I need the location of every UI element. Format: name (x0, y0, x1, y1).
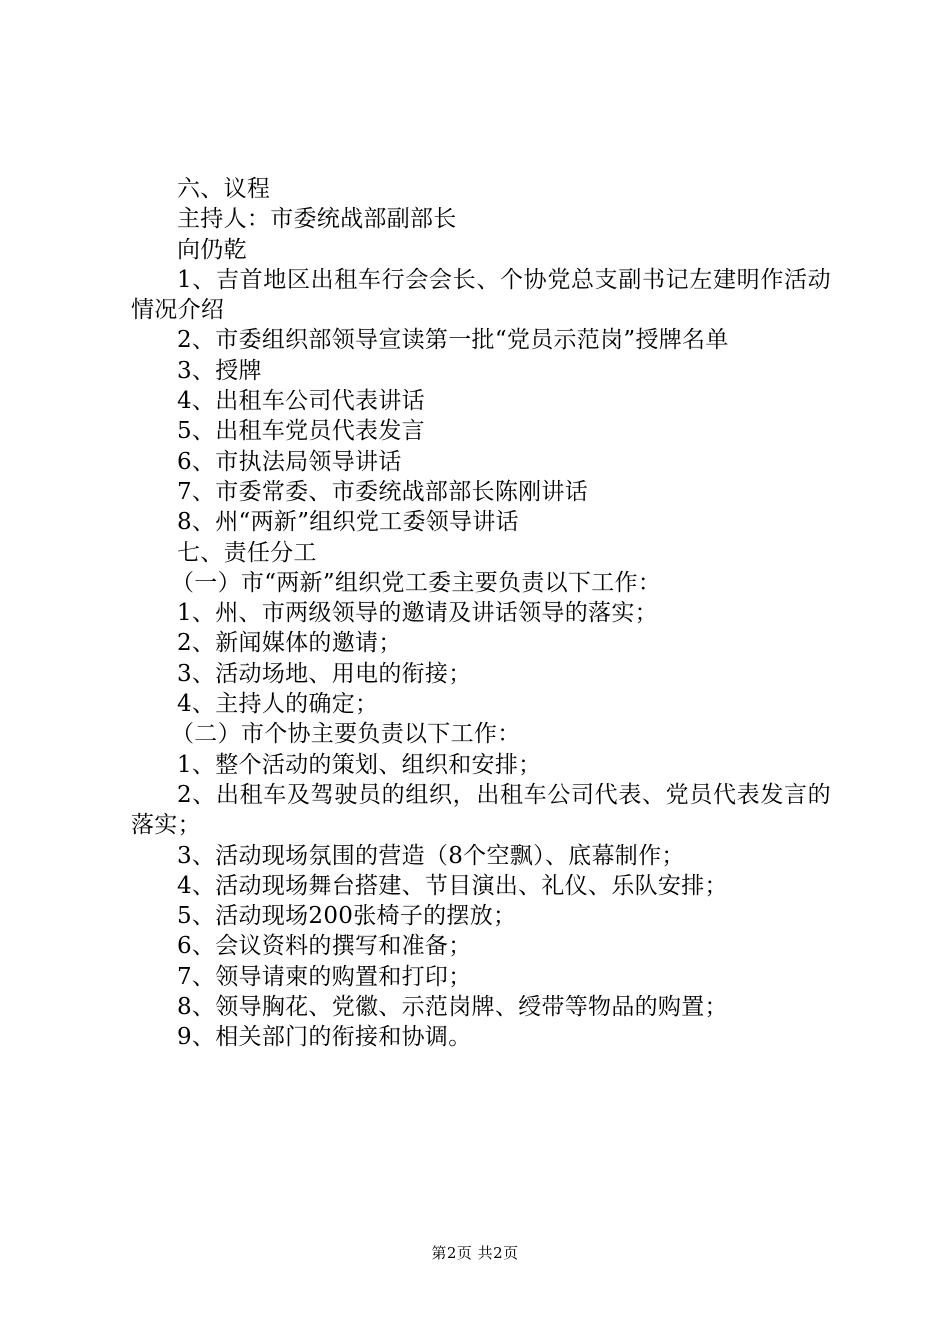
agenda-item-4: 4、出租车公司代表讲话 (177, 388, 425, 415)
task-2-8: 8、领导胸花、党徽、示范岗牌、绶带等物品的购置； (177, 994, 728, 1021)
task-1-3: 3、活动场地、用电的衔接； (177, 660, 472, 687)
agenda-item-7: 7、市委常委、市委统战部部长陈刚讲话 (177, 478, 589, 505)
document-body (131, 174, 831, 1053)
subsection-heading-1: （一）市“两新”组织党工委主要负责以下工作： (171, 569, 662, 596)
section-heading-agenda: 六、议程 (177, 176, 271, 202)
task-2-7: 7、领导请柬的购置和打印； (177, 963, 472, 990)
agenda-item-1: 1、吉首地区出租车行会会长、个协党总支副书记左建明作活动情况介绍 (131, 266, 831, 324)
task-2-6: 6、会议资料的撰写和准备； (177, 933, 472, 960)
task-1-1: 1、州、市两级领导的邀请及讲话领导的落实； (177, 600, 658, 627)
agenda-item-3: 3、授牌 (177, 357, 262, 384)
subsection-heading-2: （二）市个协主要负责以下工作： (171, 721, 521, 748)
task-2-1: 1、整个活动的策划、组织和安排； (177, 751, 542, 778)
agenda-item-6: 6、市执法局领导讲话 (177, 448, 402, 475)
host-line: 主持人：市委统战部副部长 (177, 206, 457, 233)
host-name-line: 向仍乾 (177, 236, 247, 263)
section-heading-responsibilities: 七、责任分工 (177, 539, 317, 566)
page-footer: 第2页 共2页 (431, 1244, 519, 1262)
task-1-2: 2、新闻媒体的邀请； (177, 630, 402, 657)
task-2-3: 3、活动现场氛围的营造（8个空飘）、底幕制作； (177, 842, 685, 869)
task-2-2: 2、出租车及驾驶员的组织，出租车公司代表、党员代表发言的落实； (131, 781, 831, 839)
task-2-9: 9、相关部门的衔接和协调。 (177, 1024, 472, 1051)
agenda-item-8: 8、州“两新”组织党工委领导讲话 (177, 509, 519, 536)
task-2-4: 4、活动现场舞台搭建、节目演出、礼仪、乐队安排； (177, 872, 728, 899)
task-1-4: 4、主持人的确定； (177, 691, 379, 718)
agenda-item-2: 2、市委组织部领导宣读第一批“党员示范岗”授牌名单 (177, 327, 729, 354)
agenda-item-5: 5、出租车党员代表发言 (177, 418, 425, 445)
task-2-5: 5、活动现场200张椅子的摆放； (177, 903, 517, 930)
